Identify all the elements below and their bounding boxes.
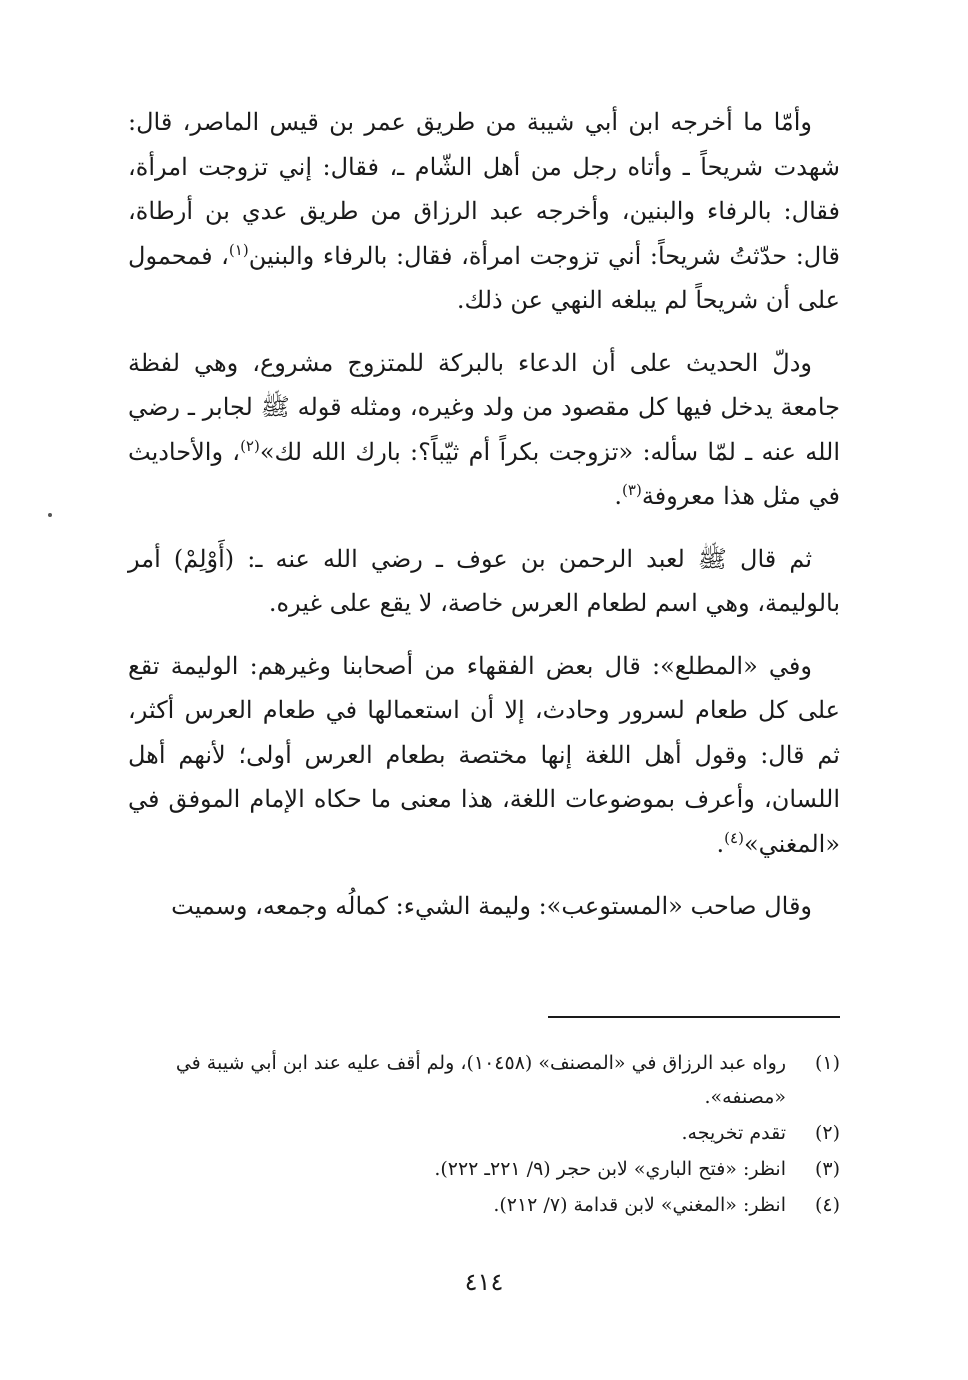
paragraph-1-text-b: ، فمحمول على أن شريحاً لم يبلغه النهي عن ذلك. [128, 241, 840, 314]
footnote-text: تقدم تخريجه. [681, 1122, 786, 1144]
main-text [128, 100, 840, 947]
footnote-text: رواه عبد الرزاق في «المصنف» (١٠٤٥٨)، ولم أقف عليه عند ابن أبي شيبة في «مصنفه». [175, 1052, 786, 1108]
paragraph-2 [128, 341, 840, 519]
footnote-ref-3: (٣) [622, 481, 642, 499]
footnote-number: (٢) [814, 1122, 840, 1144]
footnote-number: (١) [814, 1052, 840, 1074]
footnote-2 [128, 1116, 840, 1150]
paragraph-1 [128, 100, 840, 323]
paragraph-2-text-b: ، والأحاديث في مثل هذا معروفة [128, 437, 840, 510]
paragraph-2-text-c: . [614, 482, 623, 510]
paragraph-5-text: وقال صاحب «المستوعب»: وليمة الشيء: كمالُه وجمعه، وسميت [171, 892, 812, 920]
footnote-3 [128, 1152, 840, 1186]
paragraph-3-text: ثم قال ﷺ لعبد الرحمن بن عوف ـ رضي الله عنه ـ: (أَوْلِمْ) أمر بالوليمة، وهي اسم لطعام العرس خاصة، لا يقع على غيره. [128, 544, 840, 617]
footnote-text: انظر: «المغني» لابن قدامة (٧/ ٢١٢). [493, 1194, 786, 1216]
paragraph-5 [128, 884, 840, 929]
paragraph-4-text-b: . [716, 829, 725, 858]
footnotes [128, 1046, 840, 1224]
paragraph-2-text-a: ودلّ الحديث على أن الدعاء بالبركة للمتزوج مشروع، وهي لفظة جامعة يدخل فيها كل مقصود من ولد وغيره، ومثله قوله ﷺ لجابر ـ رضي الله عنه ـ لمّا سأله: «تزوجت بكراً أم ثيّباً؟: بارك الله لك» [128, 348, 840, 466]
scan-speck [48, 513, 52, 517]
paragraph-4-text-a: وفي «المطلع»: قال بعض الفقهاء من أصحابنا وغيرهم: الوليمة تقع على كل طعام لسرور وحادث، إلا أن استعمالها في طعام العرس أكثر، ثم قال: وقول أهل اللغة إنها مختصة بطعام العرس أولى؛ لأنهم أهل اللسان، وأعرف بموضوعات اللغة، هذا معنى ما حكاه الإمام الموفق في «المغني» [128, 651, 840, 858]
page-number: ٤١٤ [464, 1268, 504, 1296]
footnote-separator [548, 1016, 840, 1018]
paragraph-1-text-a: وأمّا ما أخرجه ابن أبي شيبة من طريق عمر بن قيس الماصر، قال: شهدت شريحاً ـ وأتاه رجل من أهل الشّام ـ، فقال: إني تزوجت امرأة، فقال: بالرفاء والبنين، وأخرجه عبد الرزاق من طريق عدي بن أرطاة، قال: حدّثتُ شريحاً: أني تزوجت امرأة، فقال: بالرفاء والبنين [128, 108, 841, 270]
footnote-ref-4: (٤) [724, 828, 744, 847]
footnote-number: (٤) [814, 1194, 840, 1216]
footnote-ref-2: (٢) [240, 436, 260, 455]
paragraph-3 [128, 537, 840, 626]
footnote-4 [128, 1188, 840, 1222]
footnote-text: انظر: «فتح الباري» لابن حجر (٩/ ٢٢١ـ ٢٢٢). [434, 1158, 786, 1180]
footnote-1 [128, 1046, 840, 1114]
footnote-number: (٣) [814, 1158, 840, 1180]
footnote-ref-1: (١) [228, 240, 249, 259]
paragraph-4 [128, 644, 840, 867]
